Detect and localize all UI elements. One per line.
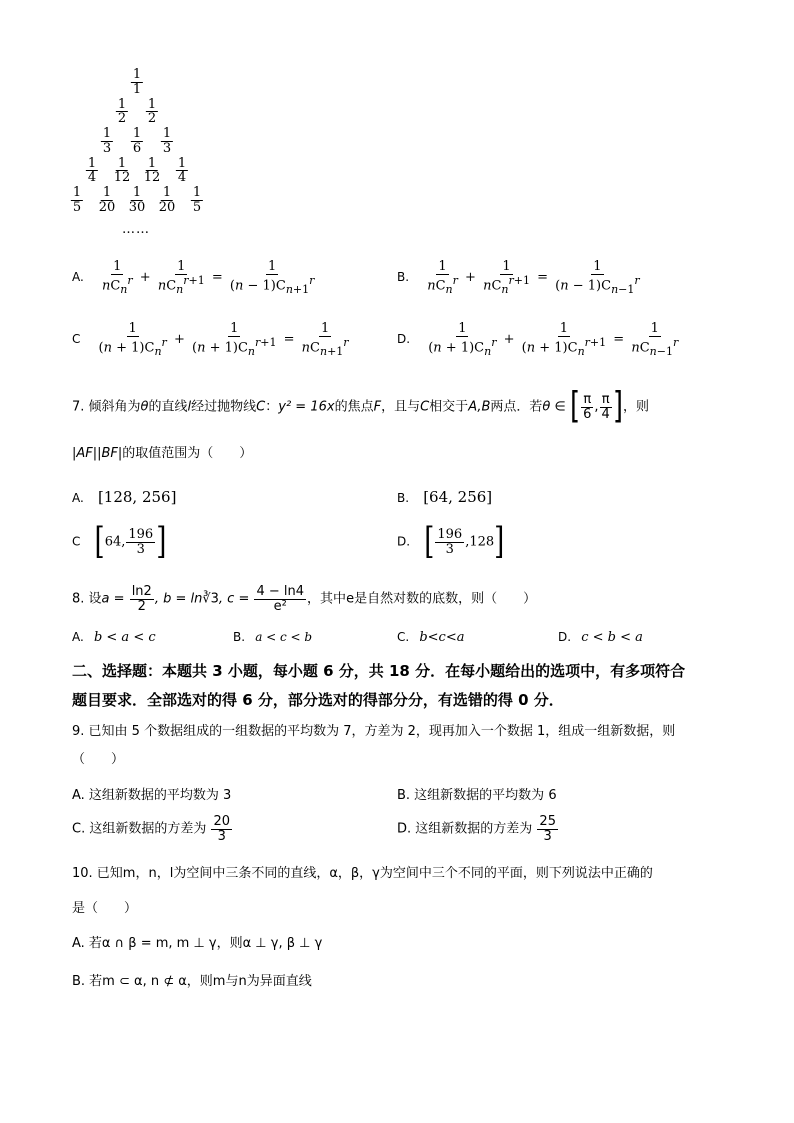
triangle-fraction <box>156 186 179 214</box>
triangle-fraction <box>190 186 204 214</box>
section-2-header-line1: 二、选择题：本题共 3 小题，每小题 6 分，共 18 分．在每小题给出的选项中，有多项符合 <box>72 662 686 680</box>
fraction-denominator: 2 <box>117 111 127 127</box>
fraction-numerator: 1 <box>132 126 142 141</box>
fraction-denominator: 1 <box>132 81 142 97</box>
fraction-denominator: 3 <box>162 140 172 156</box>
triangle-fraction <box>160 127 174 155</box>
q9-stem-line1: 9. 已知由 5 个数据组成的一组数据的平均数为 7，方差为 2，现再加入一个数据 1，组成一组新数据，则 <box>72 724 676 739</box>
fraction-numerator: 1 <box>102 185 112 200</box>
fraction-denominator: 6 <box>132 140 142 156</box>
q8-option-c[interactable]: C. b<c<a <box>397 630 465 645</box>
q10-option-b[interactable]: B. 若m ⊂ α, n ⊄ α，则m与n为异面直线 <box>72 974 312 989</box>
triangle-fraction <box>126 186 149 214</box>
fraction-numerator: 1 <box>147 96 157 112</box>
triangle-fraction <box>130 68 144 96</box>
q10-stem-line1: 10. 已知m，n，l为空间中三条不同的直线，α，β，γ为空间中三个不同的平面，则下列说法中正确的 <box>72 866 653 881</box>
q6-option-c[interactable]: C $\frac{1}{(n + 1)C_n^r}$ + $\frac{1}{(n + 1)C_n^{r+1}}$ = $\frac{1}{nC_{n+1}^r}$ <box>72 321 349 358</box>
q7-stem-line2: |AF||BF|的取值范围为（ ） <box>72 446 253 461</box>
triangle-fraction <box>111 157 134 185</box>
fraction-denominator: 30 <box>128 199 146 215</box>
triangle-fraction <box>175 157 189 185</box>
fraction-denominator: 4 <box>177 170 187 186</box>
q6-option-d[interactable]: D. $\frac{1}{(n + 1)C_n^r}$ + $\frac{1}{(n + 1)C_n^{r+1}}$ = $\frac{1}{nC_{n-1}^r}$ <box>397 321 679 358</box>
option-label: D. <box>397 332 411 347</box>
fraction-numerator: 1 <box>192 185 202 200</box>
q8-option-d[interactable]: D. c < b < a <box>558 630 643 645</box>
option-label: C <box>72 332 81 347</box>
fraction-denominator: 20 <box>158 199 176 215</box>
fraction-numerator: 1 <box>162 126 172 141</box>
q9-option-a[interactable]: A. 这组新数据的平均数为 3 <box>72 788 232 803</box>
q8-option-a[interactable]: A. b < a < c <box>72 630 156 645</box>
fraction-numerator: 1 <box>117 155 127 171</box>
fraction-numerator: 1 <box>102 126 112 141</box>
triangle-fraction <box>115 98 129 126</box>
q6-option-a[interactable]: A. $\frac{1}{nC_n^r}$ + $\frac{1}{nC_n^{r+1}}$ = $\frac{1}{(n - 1)C_{n+1}^r}$ <box>72 259 315 296</box>
triangle-fraction <box>130 127 144 155</box>
fraction-denominator: 20 <box>98 199 116 215</box>
q9-stem-line2: （ ） <box>72 752 125 767</box>
fraction-numerator: 1 <box>132 67 142 82</box>
fraction-denominator: 5 <box>72 199 82 215</box>
triangle-fraction <box>85 157 99 185</box>
option-label: B. <box>397 270 410 285</box>
option-label: A. <box>72 270 84 285</box>
fraction-denominator: 12 <box>143 170 161 186</box>
q7-option-a[interactable]: A. [128, 256] <box>72 488 177 506</box>
triangle-ellipsis: …… <box>122 222 150 237</box>
fraction-numerator: 1 <box>177 155 187 171</box>
q6-option-b[interactable]: B. $\frac{1}{nC_n^r}$ + $\frac{1}{nC_n^{r+1}}$ = $\frac{1}{(n - 1)C_{n-1}^r}$ <box>397 259 640 296</box>
q10-option-a[interactable]: A. 若α ∩ β = m, m ⊥ γ，则α ⊥ γ, β ⊥ γ <box>72 936 323 951</box>
fraction-numerator: 1 <box>162 185 172 200</box>
triangle-fraction <box>145 98 159 126</box>
fraction-denominator: 3 <box>102 140 112 156</box>
fraction-numerator: 1 <box>72 185 82 200</box>
fraction-numerator: 1 <box>132 185 142 200</box>
fraction-denominator: 2 <box>147 111 157 127</box>
triangle-fraction <box>70 186 84 214</box>
section-2-header-line2: 题目要求．全部选对的得 6 分，部分选对的得部分分，有选错的得 0 分． <box>72 691 564 709</box>
q7-option-c[interactable]: C [64, $\frac{196}{3}$ ] <box>72 521 167 564</box>
fraction-numerator: 1 <box>147 155 157 171</box>
q9-option-d[interactable]: D. 这组新数据的方差为 $\frac{25}{3}$ <box>397 814 556 844</box>
q7-option-d[interactable]: D. [ $\frac{196}{3}$ ,128] <box>397 521 505 564</box>
triangle-fraction <box>96 186 119 214</box>
q7-option-b[interactable]: B. [64, 256] <box>397 488 493 506</box>
fraction-denominator: 12 <box>113 170 131 186</box>
q10-stem-line2: 是（ ） <box>72 901 138 916</box>
q9-option-c[interactable]: C. 这组新数据的方差为 $\frac{20}{3}$ <box>72 814 231 844</box>
fraction-denominator: 5 <box>192 199 202 215</box>
q9-option-b[interactable]: B. 这组新数据的平均数为 6 <box>397 788 557 803</box>
fraction-numerator: 1 <box>87 155 97 171</box>
q7-stem-line1: 7. 倾斜角为θ的直线l经过抛物线C：y² = 16x的焦点F，且与C相交于A,B两点．若θ ∈ [ $\frac{\pi}{6}$ , $\frac{\pi}{4}$ ]，则 <box>72 386 649 429</box>
q8-stem: 8. 设a = $\frac{\ln 2}{2}$ , b = ln∛3, c = $\frac{4 - \ln 4}{\text{e²}}$ ，其中e是自然对数的底数，则（ ） <box>72 584 537 614</box>
fraction-numerator: 1 <box>117 96 127 112</box>
q8-option-b[interactable]: B. a < c < b <box>233 630 313 644</box>
fraction-denominator: 4 <box>87 170 97 186</box>
triangle-fraction <box>141 157 164 185</box>
triangle-fraction <box>100 127 114 155</box>
